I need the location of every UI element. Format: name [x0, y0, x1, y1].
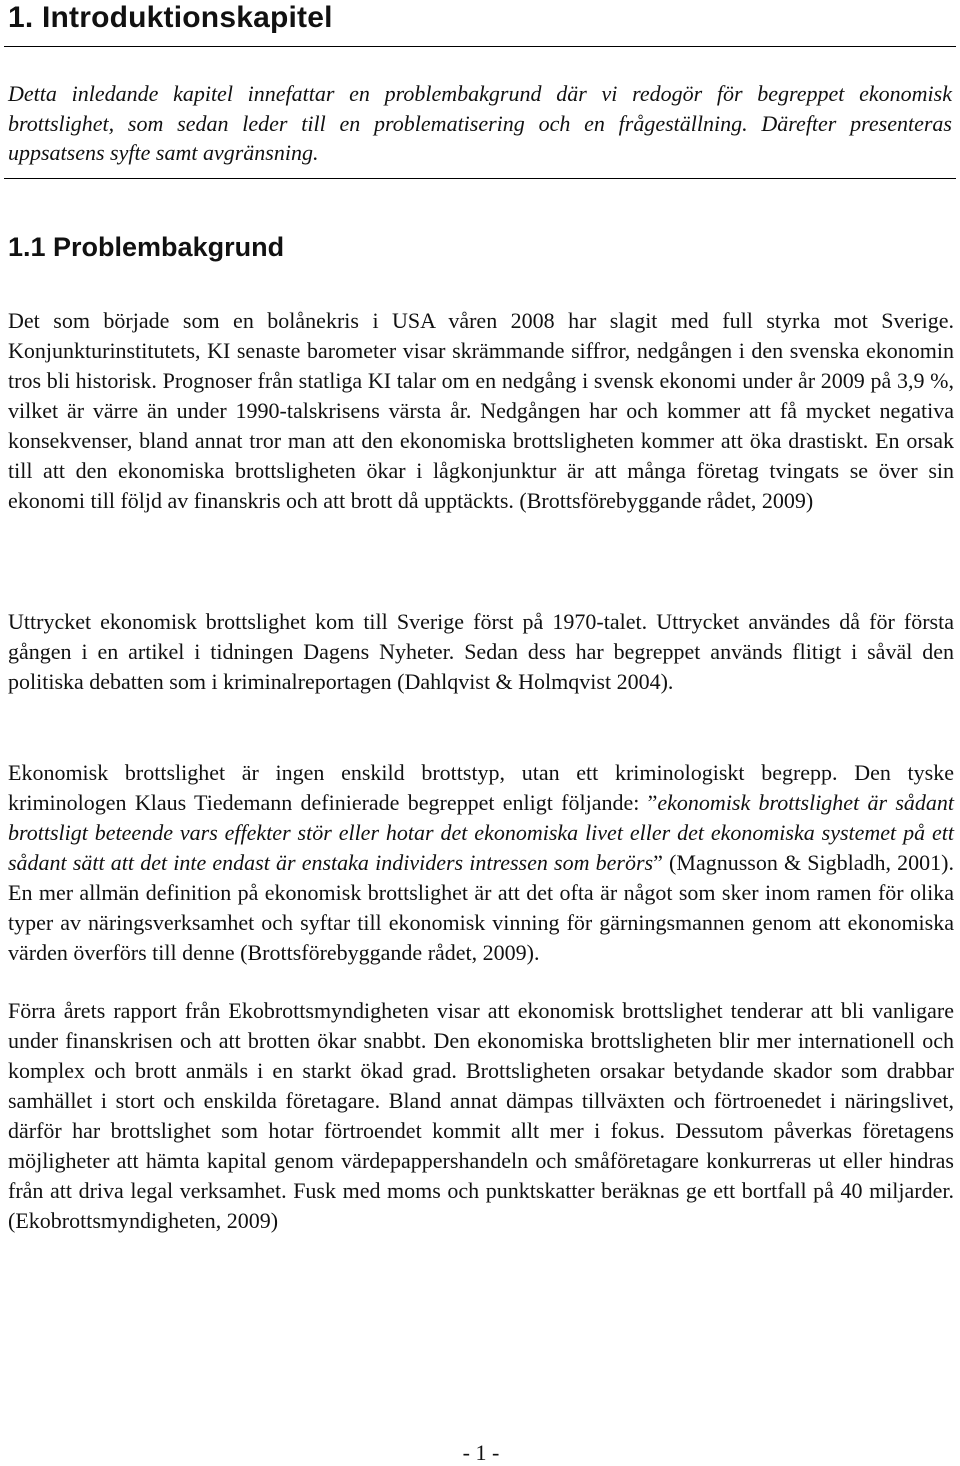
page-number: - 1 -	[462, 1440, 500, 1465]
paragraph-block-4	[8, 996, 954, 1266]
definition-quote: ekonomisk brottslighet är sådant brottsligt beteende vars effekter stör eller hotar det ekonomiska livet eller det ekonomiska systemet på ett sådant sätt att det inte endast är enstaka individers intressen som berörs	[8, 790, 954, 875]
definition-intro-text: Ekonomisk brottslighet är ingen enskild brottstyp, utan ett kriminologiskt begrepp. Den tyske kriminologen Klaus Tiedemann definierade begreppet enligt följande: ”	[8, 760, 954, 815]
chapter-abstract: Detta inledande kapitel innefattar en problembakgrund där vi redogör för begreppet ekonomisk brottslighet, som sedan leder till en problematisering och en frågeställning. Därefter presenteras uppsatsens syfte samt avgränsning.	[4, 46, 956, 179]
paragraph-term-history: Uttrycket ekonomisk brottslighet kom till Sverige först på 1970-talet. Uttrycket användes då för första gången i en artikel i tidningen Dagens Nyheter. Sedan dess har begreppet används flitigt i såväl den politiska debatten som i kriminalreportagen (Dahlqvist & Holmqvist 2004).	[8, 609, 954, 694]
chapter-title: 1. Introduktionskapitel	[8, 1, 333, 34]
paragraph-problem-background: Det som började som en bolånekris i USA våren 2008 har slagit med full styrka mot Sverige. Konjunkturinstitutets, KI senaste barometer visar skrämmande siffror, nedgången i den svenska ekonomin tros bli historisk. Prognoser från statliga KI talar om en nedgång i svensk ekonomi under år 2009 på 3,9 %, vilket är värre än under 1990-talskrisens värsta år. Nedgången har och kommer att få mycket negativa konsekvenser, bland annat tror man att den ekonomiska brottsligheten kommer att öka drastiskt. En orsak till att den ekonomiska brottsligheten ökar i lågkonjunktur är att många företag tvingats se över sin ekonomi till följd av finanskris och att brott då upptäckts. (Brottsförebyggande rådet, 2009)	[8, 308, 954, 513]
paragraph-block-2	[8, 607, 954, 727]
paragraph-block-1	[8, 306, 954, 546]
section-title: 1.1 Problembakgrund	[8, 232, 285, 262]
paragraph-definition	[8, 758, 954, 968]
paragraph-ekobrottsmyndigheten-report: Förra årets rapport från Ekobrottsmyndigheten visar att ekonomisk brottslighet tenderar att bli vanligare under finanskrisen och att brotten ökar snabbt. Den ekonomiska brottsligheten blir mer internationell och komplex och brott anmäls i en starkt ökad grad. Brottsligheten orsakar betydande skador som drabbar samhället i stort och enskilda företagare. Bland annat dämpas tillväxten och förtroenedet i näringslivet, därför har brottslighet som hotar förtroendet kommit allt mer i fokus. Dessutom påverkas företagens möjligheter att hämta kapital genom värdepappershandeln och småföretagare konkurreras ut eller hindras från att driva legal verksamhet. Fusk med moms och punktskatter beräknas ge ett bortfall på 40 miljarder. (Ekobrottsmyndigheten, 2009)	[8, 998, 954, 1233]
definition-continuation-text: ” (Magnusson & Sigbladh, 2001). En mer allmän definition på ekonomisk brottslighet är att det ofta är något som sker inom ramen för olika typer av näringsverksamhet och syftar till ekonomisk vinning för gärningsmannen genom att ekonomiska värden överförs till denne (Brottsförebyggande rådet, 2009).	[8, 850, 955, 965]
paragraph-block-3	[8, 758, 954, 998]
